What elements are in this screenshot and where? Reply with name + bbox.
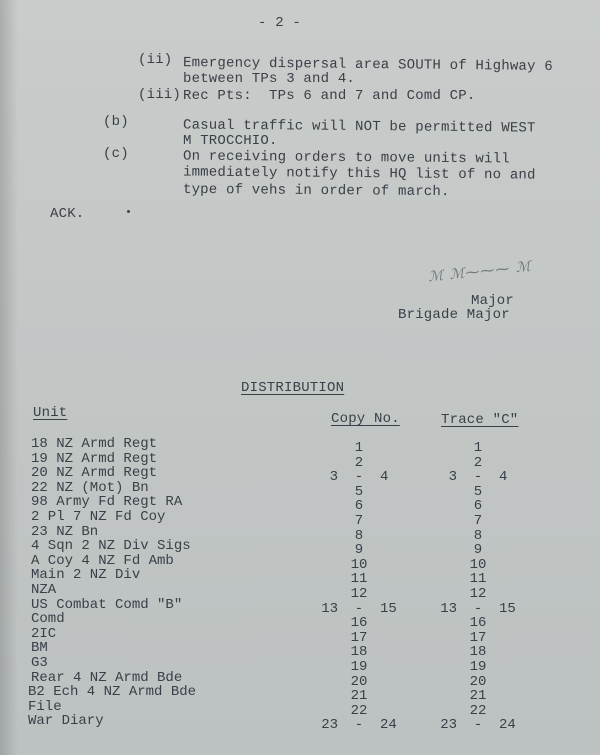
trace-number: 18 (469, 644, 487, 661)
trace-number: 11 (469, 571, 487, 588)
distribution-unit: 19 NZ Armd Regt (31, 450, 158, 467)
distribution-unit: File (28, 698, 62, 715)
signature: ℳ ℳ⁓⁓⁓ ℳ (427, 258, 533, 286)
item-label-b: (b) (103, 114, 129, 130)
item-iii-line-1: Rec Pts: TPs 6 and 7 and Comd CP. (183, 88, 476, 104)
trace-number: 20 (469, 673, 487, 690)
trace-number: 10 (469, 556, 487, 573)
copy-number: 6 (354, 498, 364, 515)
item-ii-line-1: Emergency dispersal area SOUTH of Highway 6 (182, 55, 553, 75)
distribution-title: DISTRIBUTION (241, 380, 345, 396)
signature-rank: Major (471, 293, 515, 309)
copy-number: 16 (350, 615, 368, 632)
copy-number: 2 (354, 454, 364, 471)
copy-number: 17 (350, 629, 368, 646)
copy-number: 7 (354, 513, 364, 529)
trace-number: 17 (469, 629, 487, 646)
distribution-unit: 22 NZ (Mot) Bn (31, 479, 149, 496)
trace-number: 23 - 24 (440, 717, 516, 734)
copy-number: 21 (350, 688, 368, 705)
trace-number: 3 - 4 (448, 469, 508, 486)
distribution-unit: 20 NZ Armd Regt (31, 465, 158, 482)
distribution-unit: 2 Pl 7 NZ Fd Coy (31, 509, 166, 525)
item-c-line-2: immediately notify this HQ list of no and (182, 164, 536, 184)
copy-number: 1 (354, 440, 364, 456)
distribution-unit: 98 Army Fd Regt RA (31, 494, 183, 511)
copy-number: 10 (350, 556, 368, 573)
trace-number: 7 (473, 513, 483, 529)
distribution-unit: Rear 4 NZ Armd Bde (31, 669, 183, 686)
copy-number: 12 (350, 586, 368, 602)
trace-number: 5 (473, 483, 483, 500)
distribution-unit: G3 (31, 655, 48, 671)
item-b-line-2: M TROCCHIO. (183, 133, 278, 149)
trace-number: 1 (473, 440, 483, 456)
item-label-iii: (iii) (138, 87, 182, 103)
distribution-unit: BM (31, 640, 48, 657)
trace-number: 16 (469, 615, 487, 632)
trace-number: 12 (469, 586, 487, 602)
copy-number: 9 (354, 542, 364, 559)
distribution-unit: 4 Sqn 2 NZ Div Sigs (31, 538, 191, 555)
distribution-unit: NZA (31, 582, 57, 598)
item-ii-line-2: between TPs 3 and 4. (183, 71, 356, 87)
ink-dot (127, 210, 130, 213)
copy-number: 18 (350, 644, 368, 661)
distribution-unit: Main 2 NZ Div (31, 567, 141, 584)
copy-number: 23 - 24 (321, 717, 397, 734)
copy-number: 8 (354, 527, 364, 544)
copy-number: 3 - 4 (329, 469, 389, 486)
ack: ACK. (50, 206, 85, 222)
copy-number: 22 (350, 702, 368, 719)
distribution-unit: B2 Ech 4 NZ Armd Bde (28, 684, 197, 701)
trace-number: 19 (469, 659, 487, 675)
trace-number: 6 (473, 498, 483, 515)
copy-number: 5 (354, 483, 364, 500)
distribution-unit: 23 NZ Bn (31, 523, 99, 540)
trace-number: 2 (473, 454, 483, 471)
distribution-unit: 2IC (31, 625, 57, 642)
distribution-unit: Comd (31, 611, 65, 628)
column-copy-header: Copy No. (331, 411, 400, 427)
signature-title: Brigade Major (398, 307, 510, 323)
distribution-unit: A Coy 4 NZ Fd Amb (31, 552, 174, 569)
copy-number: 11 (350, 571, 368, 588)
item-c-line-3: type of vehs in order of march. (182, 181, 450, 201)
trace-number: 13 - 15 (440, 600, 516, 617)
trace-number: 21 (469, 688, 487, 705)
distribution-unit: US Combat Comd "B" (31, 596, 183, 613)
item-c-line-1: On receiving orders to move units will (182, 148, 510, 168)
distribution-unit: 18 NZ Armd Regt (31, 436, 158, 452)
item-b-line-1: Casual traffic will NOT be permitted WEST (182, 117, 536, 137)
item-label-ii: (ii) (138, 52, 173, 68)
distribution-unit: War Diary (28, 713, 104, 730)
column-trace-header: Trace "C" (441, 412, 519, 428)
copy-number: 13 - 15 (321, 600, 397, 617)
item-label-c: (c) (103, 146, 129, 162)
column-unit-header: Unit (33, 405, 68, 421)
trace-number: 9 (473, 542, 483, 559)
page-number: - 2 - (258, 15, 302, 31)
copy-number: 20 (350, 673, 368, 690)
copy-number: 19 (350, 659, 368, 675)
trace-number: 22 (469, 702, 487, 719)
page-edge-shadow (0, 0, 18, 755)
trace-number: 8 (473, 527, 483, 544)
